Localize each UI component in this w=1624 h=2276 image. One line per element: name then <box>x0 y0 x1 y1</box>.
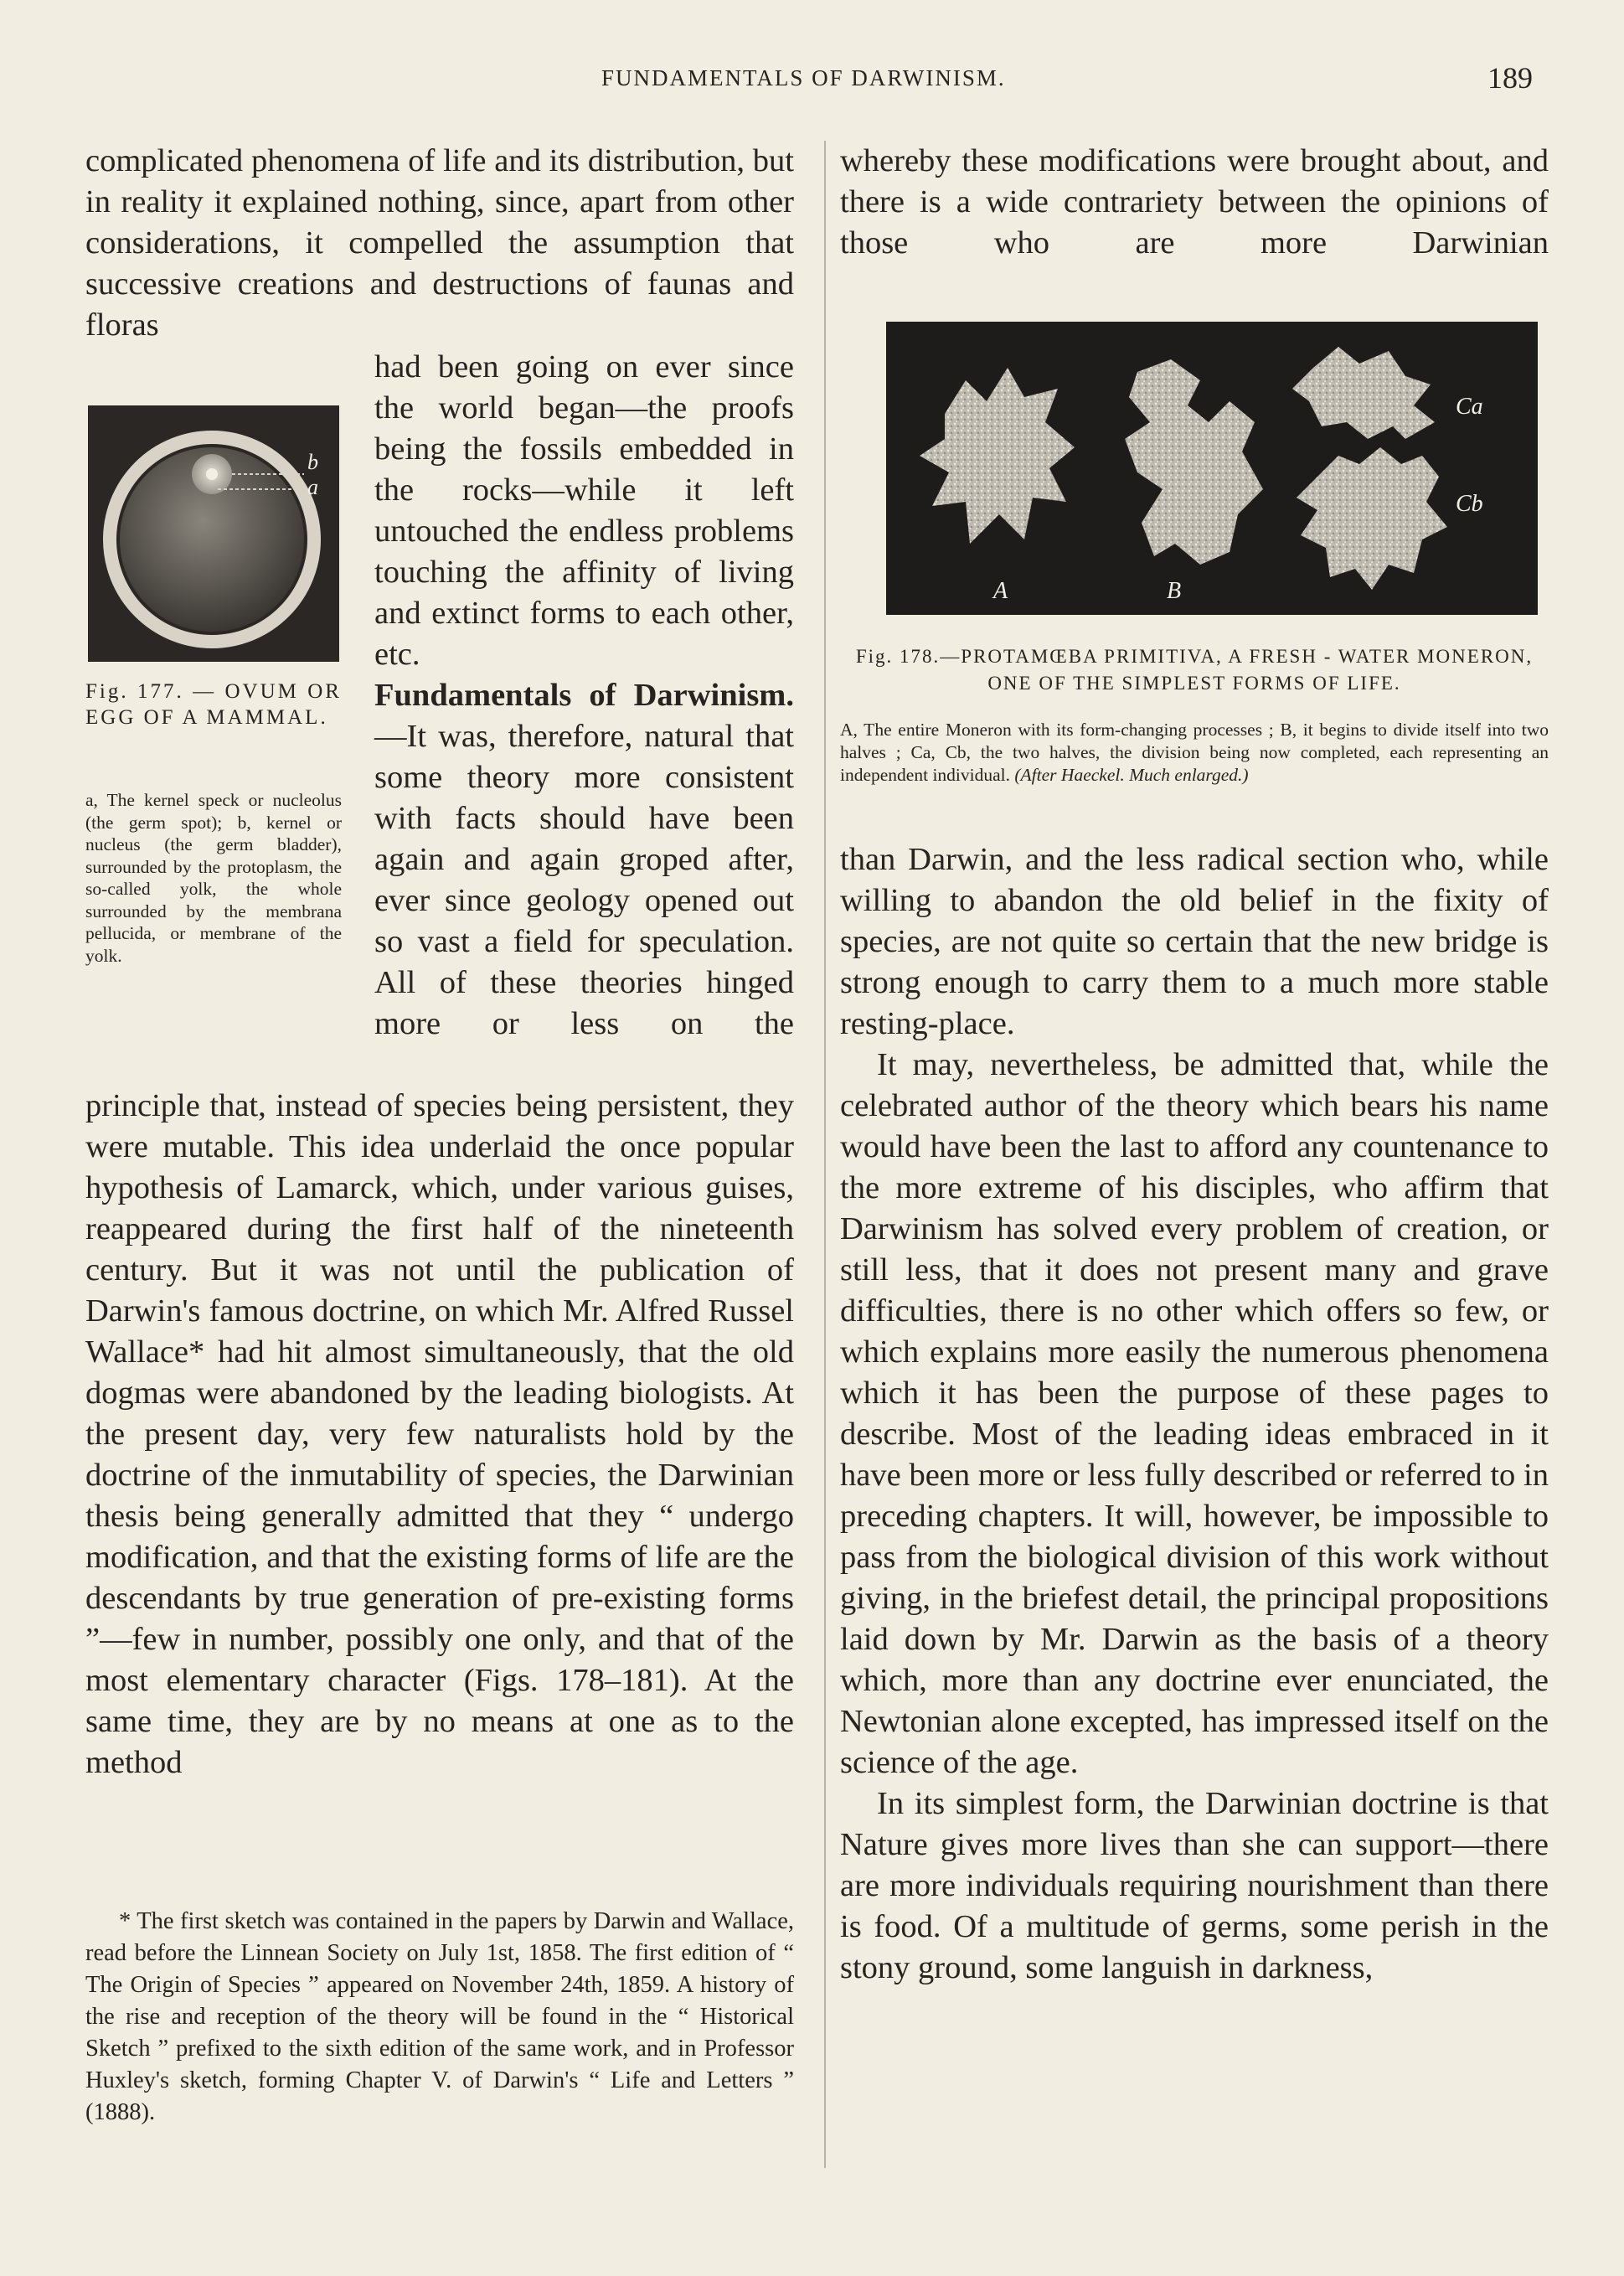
paragraph: It may, nevertheless, be admitted that, while the celebrated author of the theory which bears his name would have been the last to afford any countenance to the more extreme of his disciples, who affirm that Darwinism has solved every problem of creation, or still less, that it does not present many and grave difficulties, there is no other which offers so few, or which explains more easily the numerous phenomena which it has been the purpose of these pages to describe. Most of the leading ideas embraced in it have been more or less fully described or referred to in preceding chapters. It will, however, be impossible to pass from the biological division of this work without giving, in the briefest detail, the principal propositions laid down by Mr. Darwin as the basis of a theory which, more than any doctrine ever enunciated, the Newtonian alone excepted, has impressed itself on the science of the age. <box>840 1047 1549 1780</box>
paragraph: complicated phenomena of life and its distribution, but in reality it explained nothing, since, apart from other considerations, it compelled the assumption that successive creations and destructions of faunas and floras <box>85 143 794 343</box>
figure-178-protamoeba-image <box>886 322 1538 615</box>
paragraph: than Darwin, and the less radical section who, while willing to abandon the old belief in the fixity of species, are not quite so certain that the new bridge is strong enough to carry them to a much more stable resting-place. <box>840 842 1549 1041</box>
left-column-wrapped-text <box>374 347 794 1045</box>
paragraph: whereby these modifications were brought about, and there is a wide contrariety between the opinions of those who are more Darwinian <box>840 143 1549 261</box>
caption-credit: (After Haeckel. Much enlarged.) <box>1014 765 1249 785</box>
right-column-body <box>840 839 1549 1989</box>
paragraph: principle that, instead of species being persistent, they were mutable. This idea underlaid the once popular hypothesis of Lamarck, which, under various guises, reappeared during the first half of the nineteenth century. But it was not until the publication of Darwin's famous doctrine, on which Mr. Alfred Russel Wallace* had hit almost simultaneously, that the old dogmas were abandoned by the leading biologists. At the present day, very few naturalists hold by the doctrine of the inmutability of species, the Darwinian thesis being generally admitted that they “ undergo modification, and that the existing forms of life are the descendants by true generation of pre-existing forms ”—few in number, possibly one only, and that of the most elementary character (Figs. 178–181). At the same time, they are by no means at one as to the method <box>85 1088 794 1780</box>
left-column-top-text <box>85 141 794 346</box>
protamoeba-illustration <box>886 322 1538 615</box>
left-column-bottom-text <box>85 1086 794 1783</box>
figure-177-ovum-image <box>88 405 339 662</box>
figure-178-caption-title: Fig. 178.—PROTAMŒBA PRIMITIVA, A FRESH - WATER MONERON, ONE OF THE SIMPLEST FORMS OF LIFE. <box>855 646 1534 694</box>
paragraph: In its simplest form, the Darwinian doctrine is that Nature gives more lives than she can support—there are more individuals requiring nourishment than there is food. Of a multitude of germs, some perish in the stony ground, some languish in darkness, <box>840 1786 1549 1985</box>
running-head: FUNDAMENTALS OF DARWINISM. <box>601 65 1006 90</box>
paragraph: —It was, therefore, natural that some theory more consistent with facts should have been again and again groped after, ever since geology opened out so vast a field for speculation. All of these theories hinged more or less on the <box>374 719 794 1041</box>
ovum-illustration <box>88 405 339 662</box>
figure-178-caption-body <box>840 719 1549 787</box>
column-divider <box>824 141 826 2168</box>
fig177-label-a: a <box>307 475 318 499</box>
footnote <box>85 1906 794 2129</box>
figure-177-caption-title: Fig. 177. — OVUM OR EGG OF A MAMMAL. <box>85 680 342 729</box>
fig178-label-a: A <box>993 578 1008 604</box>
fig178-label-b: B <box>1167 578 1182 604</box>
right-column-top-text <box>840 141 1549 264</box>
fig177-label-b: b <box>307 450 318 474</box>
figure-177-caption-body: a, The kernel speck or nucleolus (the germ spot); b, kernel or nucleus (the germ bladder), surrounded by the protoplasm, the so-called yolk, the whole surrounded by the membrana pellucida, or membrane of the yolk. <box>85 790 342 966</box>
fig178-label-cb: Cb <box>1456 491 1483 517</box>
caption-text: A, The entire Moneron with its form-changing processes ; B, it begins to divide itself into two halves ; Ca, Cb, the two halves, the division being now completed, each representing an independent individual. <box>840 720 1549 785</box>
paragraph: had been going on ever since the world began—the proofs being the fossils embedded in the rocks—while it left untouched the endless problems touching the affinity of living and extinct forms to each other, etc. <box>374 349 794 672</box>
footnote-text: * The first sketch was contained in the papers by Darwin and Wallace, read before the Linnean Society on July 1st, 1858. The first edition of “ The Origin of Species ” appeared on November 24th, 1859. A history of the rise and reception of the theory will be found in the “ Historical Sketch ” prefixed to the sixth edition of the same work, and in Professor Huxley's sketch, forming Chapter V. of Darwin's “ Life and Letters ” (1888). <box>85 1908 794 2125</box>
fig178-label-ca: Ca <box>1456 394 1483 420</box>
section-heading: Fundamentals of Darwinism. <box>374 678 794 713</box>
page-number: 189 <box>1487 61 1533 95</box>
